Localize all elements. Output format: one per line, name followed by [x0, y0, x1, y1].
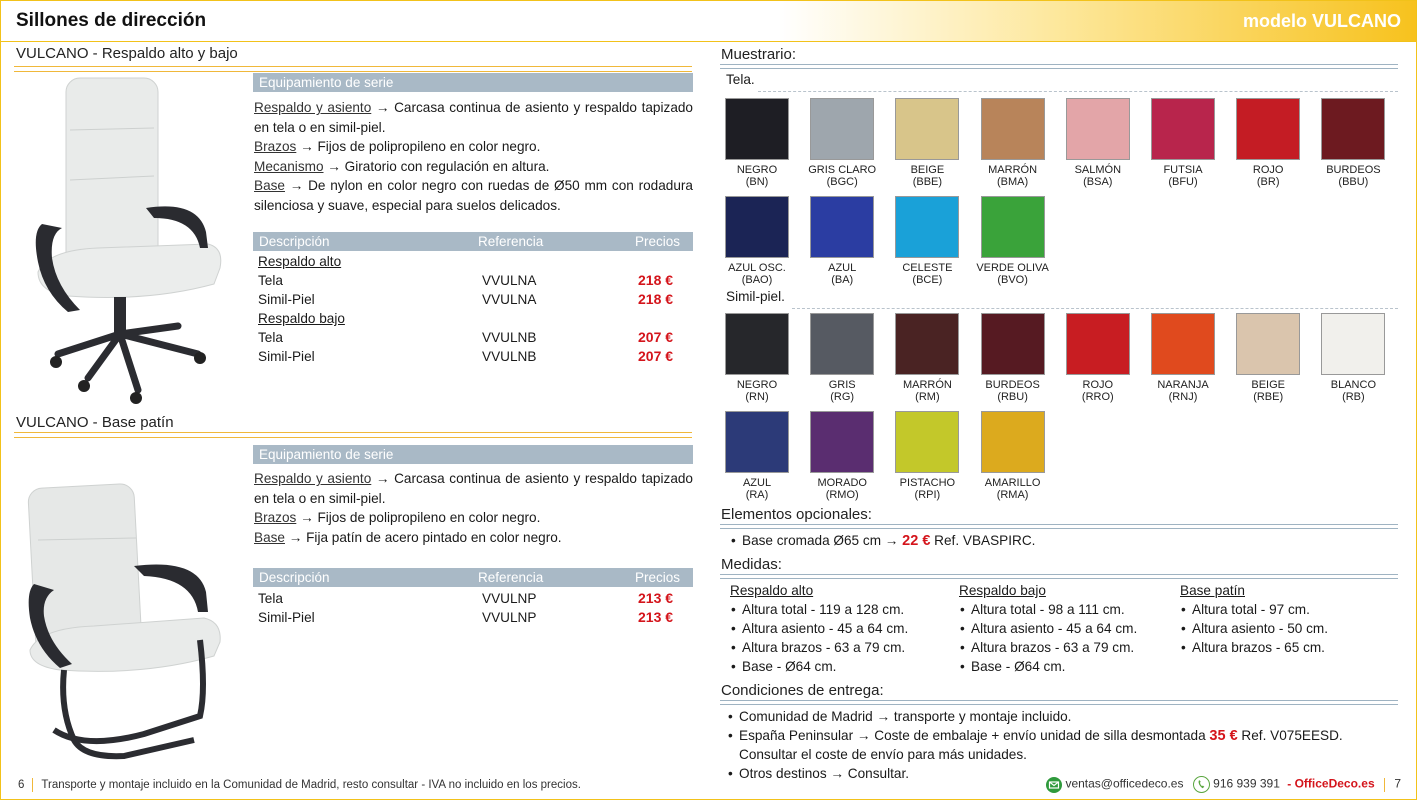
medidas-item-text: - 98 a 111 cm. — [1035, 602, 1125, 617]
swatch-color — [1321, 313, 1385, 375]
condicion-item — [739, 728, 1394, 744]
condicion-item-line2: Consultar el coste de envío para más unidades. — [739, 747, 1027, 762]
medidas-col-title: Base patín — [1180, 583, 1245, 598]
medidas-item-text: Base - Ø64 cm. — [971, 659, 1066, 674]
section2-table-header — [253, 568, 693, 587]
page-title: Sillones de dirección — [16, 10, 207, 31]
section2-title: VULCANO - Base patín — [16, 414, 174, 431]
swatch — [799, 313, 885, 403]
col-desc: Descripción — [259, 570, 330, 585]
equip-desc: → Fijos de polipropileno en color negro. — [296, 139, 541, 155]
table-row-price: 213 € — [638, 590, 674, 606]
medidas-item — [742, 621, 908, 636]
equip-header-label: Equipamiento de serie — [259, 75, 394, 90]
medidas-item-bold: Altura total — [742, 602, 807, 617]
swatch-color — [1236, 98, 1300, 160]
swatch-color — [1151, 313, 1215, 375]
equip-desc: → Fijos de polipropileno en color negro. — [296, 510, 541, 526]
swatch — [1225, 313, 1311, 403]
swatch — [799, 196, 885, 286]
swatch — [884, 196, 970, 286]
header-divider — [0, 41, 1417, 42]
swatch-color — [810, 196, 874, 258]
medidas-item — [971, 659, 1065, 674]
swatch-name: FUTSIA — [1163, 164, 1203, 176]
swatch — [799, 411, 885, 501]
equip-label: Brazos — [254, 510, 297, 526]
swatch-name: MORADO — [817, 477, 867, 489]
swatch-color — [981, 98, 1045, 160]
swatch-color — [1236, 313, 1300, 375]
chair-high-back-image — [28, 72, 228, 407]
col-price: Precios — [635, 570, 681, 585]
swatch-name: BEIGE — [910, 164, 945, 176]
swatch-color — [725, 98, 789, 160]
swatch-code: (RM) — [915, 391, 940, 403]
swatch-color — [810, 98, 874, 160]
swatch-name: ROJO — [1082, 379, 1114, 391]
swatch-code: (BMA) — [997, 176, 1029, 188]
equip-label: Mecanismo — [254, 158, 324, 174]
medidas-item — [742, 659, 836, 674]
medidas-item — [1192, 602, 1310, 617]
swatch-name: VERDE OLIVA — [976, 262, 1049, 274]
table-row-ref: VVULNA — [482, 292, 537, 307]
medidas-item-text: Altura asiento - 45 a 64 cm. — [971, 621, 1138, 636]
footer-separator — [32, 778, 33, 792]
equip-label: Respaldo y asiento — [254, 471, 372, 486]
equip-header-label: Equipamiento de serie — [259, 447, 394, 462]
medidas-item — [742, 602, 904, 617]
opcional-ref: Ref. VBASPIRC. — [930, 533, 1036, 548]
swatch-color — [895, 98, 959, 160]
medidas-col-title: Respaldo bajo — [959, 583, 1046, 598]
swatch-name: AMARILLO — [984, 477, 1041, 489]
medidas-item-text: Altura asiento - 45 a 64 cm. — [742, 621, 909, 636]
table-row-price: 218 € — [638, 291, 674, 307]
simil-dashed-line — [792, 308, 1398, 309]
equip-label: Brazos — [254, 139, 297, 155]
medidas-item-text: Altura brazos - 63 a 79 cm. — [742, 640, 906, 655]
medidas-item — [1192, 640, 1325, 655]
swatch-name: AZUL — [828, 262, 857, 274]
swatch — [970, 411, 1056, 501]
swatch — [1225, 98, 1311, 188]
swatch-color — [810, 313, 874, 375]
swatch-code: (RMO) — [825, 489, 859, 501]
footer-phone[interactable]: 916 939 391 — [1213, 776, 1280, 791]
swatch-code: (BVO) — [997, 274, 1028, 286]
table-row-price: 213 € — [638, 609, 674, 625]
section2-equip-header — [253, 445, 693, 464]
swatch-color — [725, 196, 789, 258]
footer-note: Transporte y montaje incluido en la Comunidad de Madrid, resto consultar - IVA no incluido en los precios. — [41, 779, 581, 792]
swatch-color — [1321, 98, 1385, 160]
swatch — [714, 411, 800, 501]
swatch-name: NARANJA — [1157, 379, 1209, 391]
swatch — [884, 411, 970, 501]
swatch — [1310, 98, 1396, 188]
table-row-desc: Tela — [258, 591, 283, 606]
phone-icon — [1193, 776, 1210, 793]
swatch — [1055, 313, 1141, 403]
section1-equip-header — [253, 73, 693, 92]
footer-brand[interactable]: OfficeDeco.es — [1294, 776, 1375, 791]
medidas-item-text: Altura brazos - 63 a 79 cm. — [971, 640, 1135, 655]
swatch-code: (BR) — [1256, 176, 1280, 188]
condicion-price: 35 € — [1209, 728, 1238, 744]
muestrario-divider — [720, 64, 1398, 69]
col-price: Precios — [635, 234, 681, 249]
equip-label: Base — [254, 178, 285, 194]
page-number-left: 6 — [18, 779, 25, 792]
swatch-color — [725, 313, 789, 375]
medidas-item-text: - 97 cm. — [1256, 602, 1310, 617]
equip-label: Base — [254, 529, 285, 545]
swatch — [1055, 98, 1141, 188]
swatch-color — [1151, 98, 1215, 160]
swatch-color — [895, 411, 959, 473]
table-row-desc: Tela — [258, 273, 283, 288]
medidas-item — [742, 640, 905, 655]
swatch-color — [810, 411, 874, 473]
medidas-item — [971, 602, 1125, 617]
swatch — [970, 313, 1056, 403]
section2-divider — [14, 432, 692, 438]
opcional-price: 22 € — [902, 533, 931, 549]
condiciones-title: Condiciones de entrega: — [721, 682, 884, 699]
swatch-code: (RA) — [745, 489, 769, 501]
swatch-name: MARRÓN — [988, 164, 1038, 176]
section2-equip-text — [254, 469, 693, 547]
footer-right — [1046, 776, 1401, 793]
opcional-item — [742, 533, 1035, 549]
col-ref: Referencia — [478, 234, 544, 249]
simil-label: Simil-piel. — [726, 289, 785, 304]
swatch-color — [1066, 313, 1130, 375]
table-row-desc: Simil-Piel — [258, 349, 315, 364]
swatch-name: BLANCO — [1330, 379, 1377, 391]
swatch-color — [981, 313, 1045, 375]
swatch — [1140, 98, 1226, 188]
condicion-ref: Ref. V075EESD. — [1237, 728, 1343, 743]
swatch — [970, 98, 1056, 188]
model-name: modelo VULCANO — [1242, 11, 1401, 31]
swatch — [970, 196, 1056, 286]
swatch-code: (RB) — [1342, 391, 1365, 403]
swatch-code: (BBU) — [1338, 176, 1369, 188]
medidas-item — [971, 621, 1137, 636]
swatch-color — [981, 196, 1045, 258]
table-row-ref: VVULNB — [482, 349, 537, 364]
footer-email[interactable]: ventas@officedeco.es — [1065, 776, 1184, 791]
medidas-item-text: - 119 a 128 cm. — [806, 602, 905, 617]
medidas-item-text: Base - Ø64 cm. — [742, 659, 837, 674]
medidas-item — [1192, 621, 1328, 636]
swatch-name: CELESTE — [902, 262, 953, 274]
table-row-price: 207 € — [638, 348, 674, 364]
table-row-desc: Tela — [258, 330, 283, 345]
swatch-code: (RPI) — [914, 489, 941, 501]
table-row-desc: Simil-Piel — [258, 610, 315, 625]
table-row-ref: VVULNP — [482, 610, 537, 625]
equip-label: Respaldo y asiento — [254, 100, 372, 115]
tela-label: Tela. — [726, 72, 755, 87]
swatch — [1140, 313, 1226, 403]
swatch — [799, 98, 885, 188]
swatch — [884, 313, 970, 403]
equip-desc: → Giratorio con regulación en altura. — [323, 158, 550, 174]
section1-table-header — [253, 232, 693, 251]
footer-left — [18, 778, 581, 792]
swatch-color — [1066, 98, 1130, 160]
medidas-col-title: Respaldo alto — [730, 583, 814, 598]
medidas-title: Medidas: — [721, 556, 782, 573]
table-row-price: 207 € — [638, 329, 674, 345]
swatch-code: (RBU) — [997, 391, 1028, 403]
medidas-item-bold: Altura total — [971, 602, 1036, 617]
swatch — [714, 98, 800, 188]
table-row-price: 218 € — [638, 272, 674, 288]
swatch-code: (BFU) — [1168, 176, 1198, 188]
table-row-ref: VVULNA — [482, 273, 537, 288]
page-number-right: 7 — [1394, 776, 1401, 791]
swatch — [714, 313, 800, 403]
swatch-code: (RRO) — [1081, 391, 1114, 403]
table-row-desc: Simil-Piel — [258, 292, 315, 307]
swatch-name: NEGRO — [736, 379, 778, 391]
swatch-name: PISTACHO — [899, 477, 956, 489]
swatch-name: MARRÓN — [902, 379, 952, 391]
equip-desc: → De nylon en color negro con ruedas de Ø50 mm con rodadura silenciosa y suave, especial para suelos delicados. — [254, 178, 693, 213]
swatch-name: GRIS — [828, 379, 856, 391]
group-respaldo-alto: Respaldo alto — [258, 254, 342, 269]
swatch-name: GRIS CLARO — [808, 164, 877, 176]
swatch — [1310, 313, 1396, 403]
condicion-item: • Comunidad de Madrid → transporte y montaje incluido. — [739, 709, 1071, 724]
equip-desc: → Carcasa continua de asiento y respaldo tapizado en tela o en simil-piel. — [254, 100, 693, 135]
group-respaldo-bajo: Respaldo bajo — [258, 311, 345, 326]
swatch-name: AZUL OSC. — [728, 262, 786, 274]
equip-desc: → Fija patín de acero pintado en color negro. — [284, 529, 562, 545]
table-row-ref: VVULNP — [482, 591, 537, 606]
swatch-code: (BCE) — [912, 274, 943, 286]
equip-desc: → Carcasa continua de asiento y respaldo tapizado en tela o en simil-piel. — [254, 471, 693, 506]
swatch-code: (BAO) — [741, 274, 773, 286]
condicion-item: • Otros destinos → Consultar. — [739, 766, 909, 781]
opcional-text: Base cromada Ø65 cm → — [742, 533, 903, 548]
condicion-text: España Peninsular → Coste de embalaje + envío unidad de silla desmontada — [739, 728, 1210, 743]
swatch-name: ROJO — [1252, 164, 1284, 176]
swatch-name: AZUL — [742, 477, 772, 489]
col-desc: Descripción — [259, 234, 330, 249]
swatch-code: (RMA) — [996, 489, 1029, 501]
section1-equip-text — [254, 98, 693, 216]
table-row-ref: VVULNB — [482, 330, 537, 345]
swatch-name: SALMÓN — [1074, 164, 1122, 176]
chair-sled-base-image — [24, 480, 234, 770]
medidas-item-bold: Altura total — [1192, 602, 1257, 617]
medidas-divider — [720, 574, 1398, 579]
swatch-code: (BN) — [745, 176, 769, 188]
swatch-code: (RN) — [745, 391, 769, 403]
swatch-code: (BA) — [831, 274, 854, 286]
swatch-name: BURDEOS — [985, 379, 1040, 391]
section1-title: VULCANO - Respaldo alto y bajo — [16, 45, 238, 62]
col-ref: Referencia — [478, 570, 544, 585]
footer-separator — [1384, 778, 1385, 792]
medidas-item-text: Altura asiento - 50 cm. — [1192, 621, 1328, 636]
swatch — [714, 196, 800, 286]
swatch-code: (RNJ) — [1168, 391, 1198, 403]
swatch-code: (BSA) — [1083, 176, 1113, 188]
swatch-code: (BGC) — [826, 176, 858, 188]
footer-dash: - — [1287, 776, 1292, 791]
swatch-code: (RBE) — [1253, 391, 1284, 403]
swatch-code: (BBE) — [912, 176, 943, 188]
opcionales-title: Elementos opcionales: — [721, 506, 872, 523]
swatch — [884, 98, 970, 188]
swatch-code: (RG) — [830, 391, 855, 403]
tela-dashed-line — [758, 91, 1398, 92]
opcionales-divider — [720, 524, 1398, 529]
swatch-color — [895, 196, 959, 258]
medidas-item — [971, 640, 1134, 655]
medidas-item-text: Altura brazos - 65 cm. — [1192, 640, 1325, 655]
swatch-name: BEIGE — [1251, 379, 1285, 391]
swatch-color — [981, 411, 1045, 473]
page-header — [0, 0, 1417, 42]
email-icon — [1046, 777, 1062, 793]
swatch-name: BURDEOS — [1326, 164, 1381, 176]
condiciones-divider — [720, 700, 1398, 705]
muestrario-title: Muestrario: — [721, 46, 797, 63]
swatch-color — [895, 313, 959, 375]
swatch-color — [725, 411, 789, 473]
swatch-name: NEGRO — [736, 164, 778, 176]
